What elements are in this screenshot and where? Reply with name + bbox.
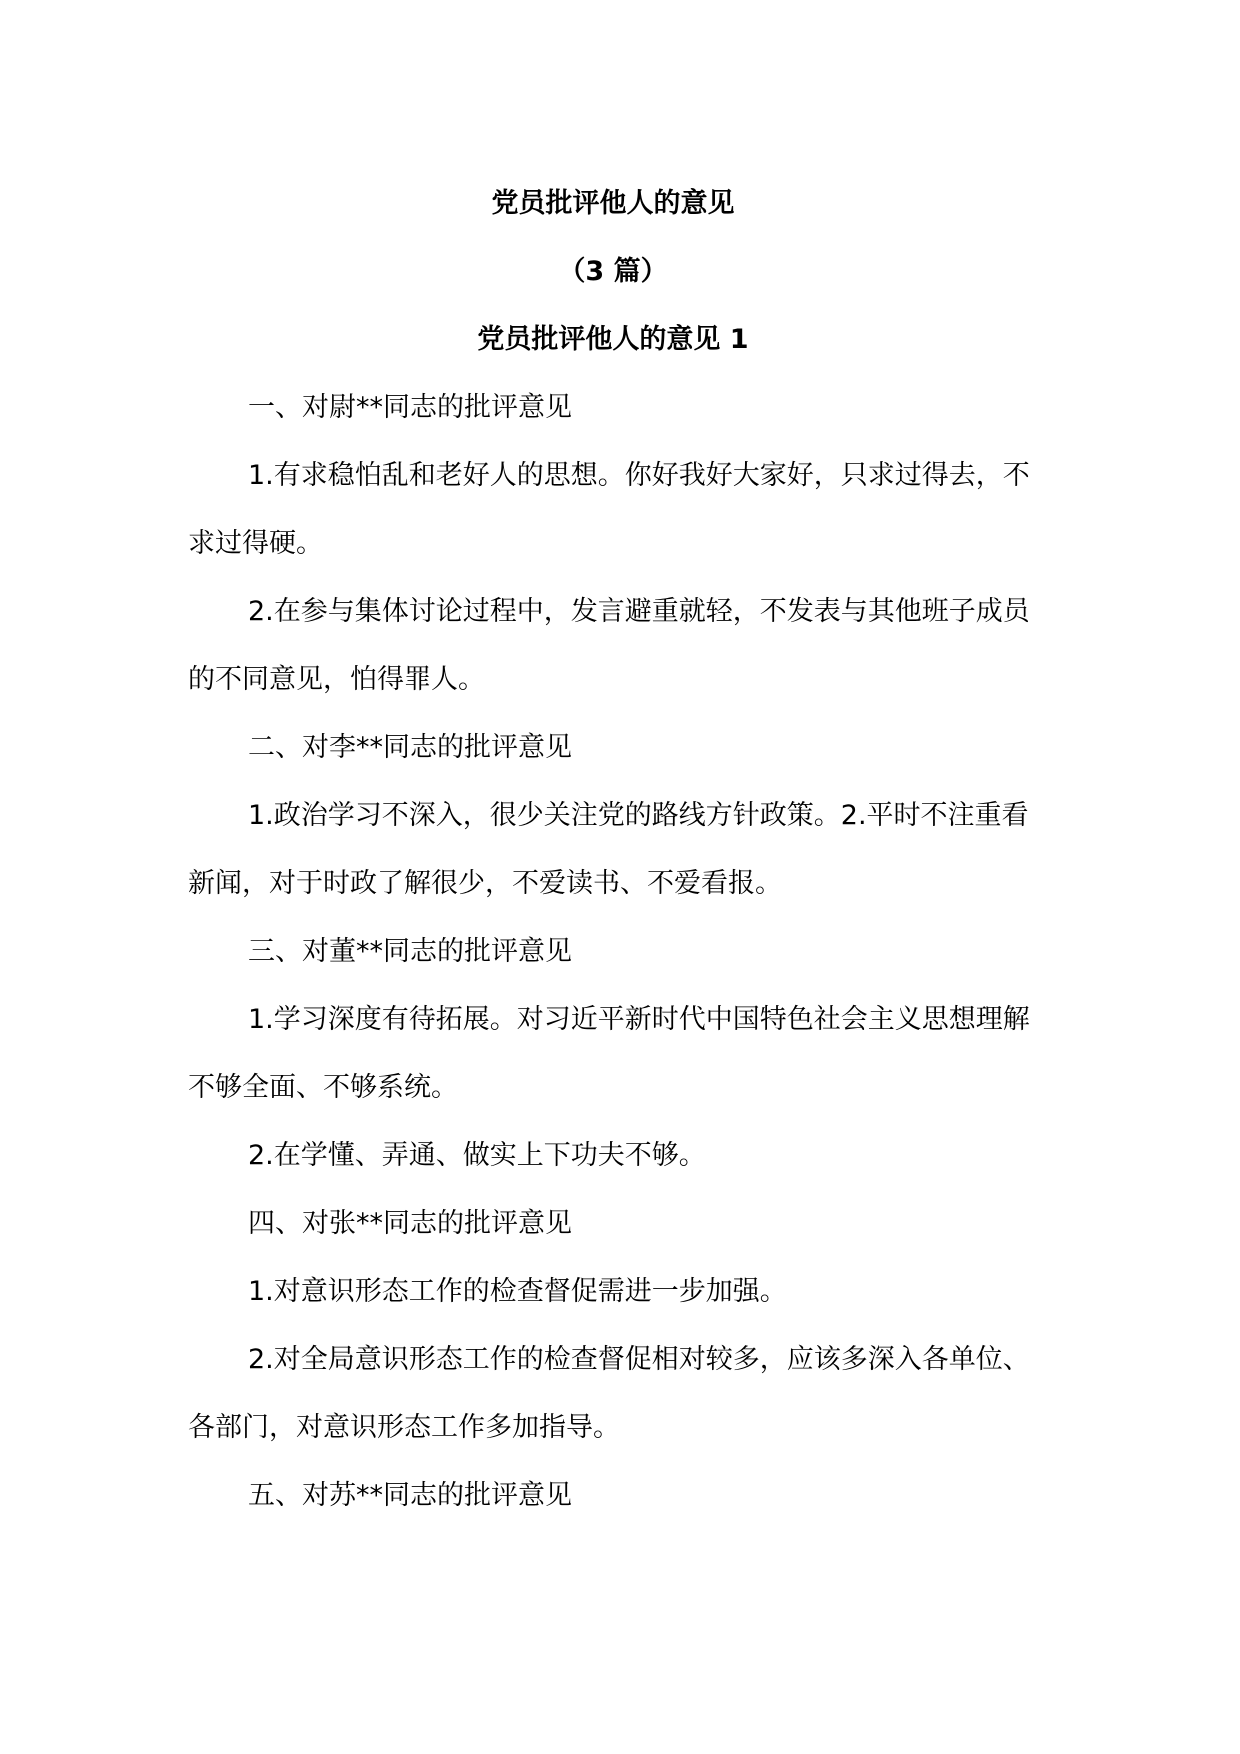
paragraph: 1.有求稳怕乱和老好人的思想。你好我好大家好，只求过得去，不求过得硬。 [188,460,1030,559]
section-heading: 四、对张**同志的批评意见 [248,1208,572,1239]
section-heading: 二、对李**同志的批评意见 [248,732,572,763]
section-heading: 三、对董**同志的批评意见 [248,936,572,967]
document-subtitle: （3 篇） [558,256,668,287]
paragraph: 1.政治学习不深入，很少关注党的路线方针政策。2.平时不注重看新闻，对于时政了解很少，不爱读书、不爱看报。 [188,800,1029,899]
section-heading: 一、对尉**同志的批评意见 [248,392,572,423]
document-body [188,170,1038,1530]
paragraph: 2.在参与集体讨论过程中，发言避重就轻，不发表与其他班子成员的不同意见，怕得罪人。 [188,596,1030,695]
section-title: 党员批评他人的意见 1 [477,324,749,355]
paragraph: 2.对全局意识形态工作的检查督促相对较多，应该多深入各单位、各部门，对意识形态工作多加指导。 [188,1344,1030,1443]
paragraph: 1.对意识形态工作的检查督促需进一步加强。 [248,1276,787,1307]
section-heading: 五、对苏**同志的批评意见 [248,1480,572,1511]
paragraph: 1.学习深度有待拓展。对习近平新时代中国特色社会主义思想理解不够全面、不够系统。 [188,1004,1030,1103]
paragraph: 2.在学懂、弄通、做实上下功夫不够。 [248,1140,706,1171]
document-title: 党员批评他人的意见 [491,188,735,219]
